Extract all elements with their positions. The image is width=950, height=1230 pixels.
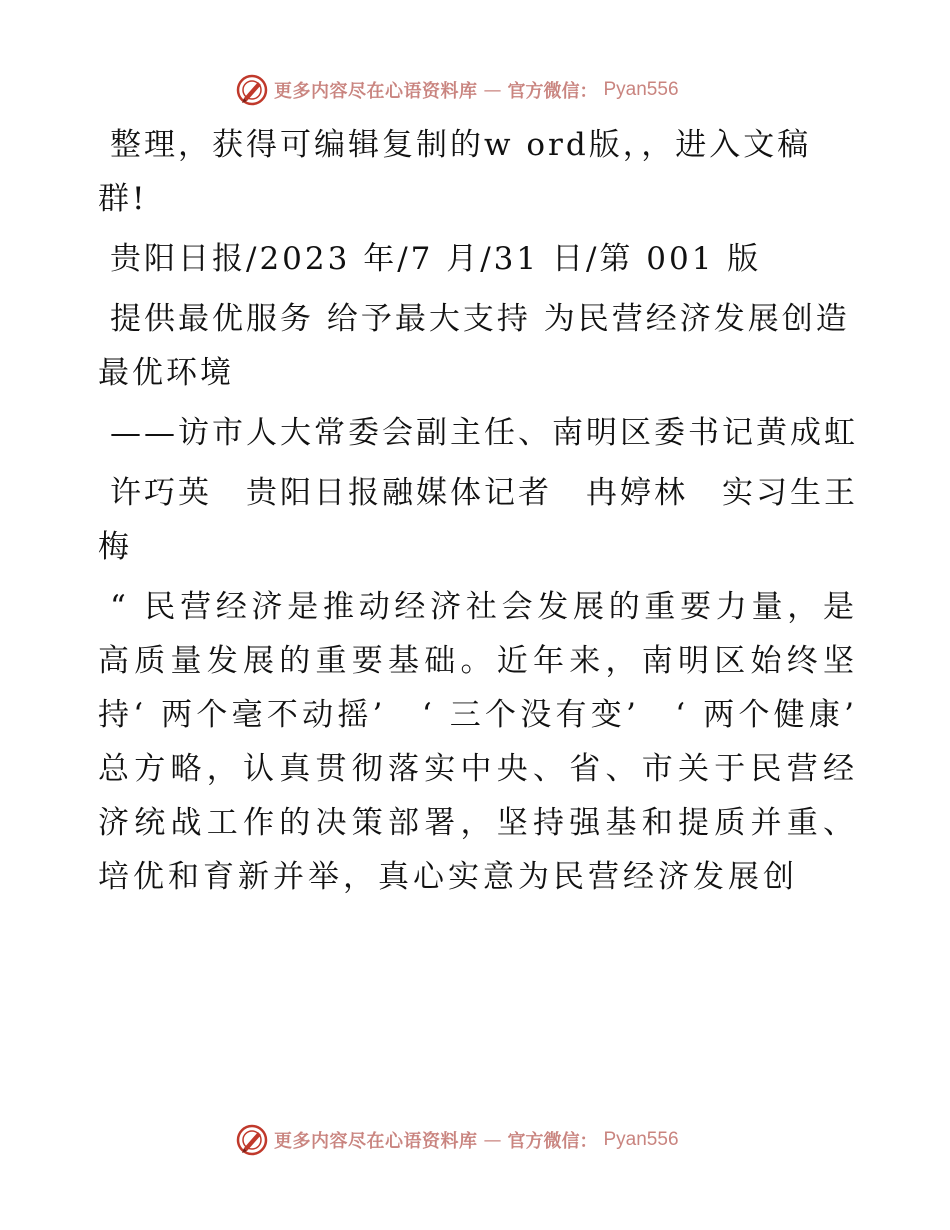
article-headline: 提供最优服务 给予最大支持 为民营经济发展创造最优环境 (98, 301, 850, 391)
header-watermark (236, 72, 679, 108)
watermark-wechat-id: Pyan556 (603, 1129, 679, 1150)
watermark-label: 官方微信： (507, 81, 598, 102)
watermark-site-text: 更多内容尽在心语资料库 (274, 81, 478, 102)
watermark-label: 官方微信： (507, 1131, 598, 1152)
body-paragraph: “ 民营经济是推动经济社会发展的重要力量，是高质量发展的重要基础。近年来，南明区始终坚持‘ 两个毫不动摇’ ‘ 三个没有变’ ‘ 两个健康’ 总方略，认真贯彻落实中央、省、市关于民营经济统战工作的决策部署，坚持强基和提质并重、培优和育新并举，真心实意为民营经济发展创 (98, 589, 858, 895)
quill-logo-icon (236, 74, 268, 106)
watermark-dash: — (483, 1129, 502, 1151)
footer-watermark (236, 1122, 679, 1158)
article-subheadline: ——访市人大常委会副主任、南明区委书记黄成虹 (110, 415, 858, 451)
watermark-dash: — (483, 79, 502, 101)
byline: 许巧英 贵阳日报融媒体记者 冉婷林 实习生王梅 (98, 475, 858, 565)
watermark-wechat-id: Pyan556 (603, 79, 679, 100)
document-body (98, 118, 858, 910)
watermark-site-text: 更多内容尽在心语资料库 (274, 1131, 478, 1152)
intro-paragraph: 整理，获得可编辑复制的w ord版，，进入文稿群! (98, 127, 812, 217)
source-line: 贵阳日报/2023 年/7 月/31 日/第 001 版 (110, 241, 762, 277)
quill-logo-icon (236, 1124, 268, 1156)
